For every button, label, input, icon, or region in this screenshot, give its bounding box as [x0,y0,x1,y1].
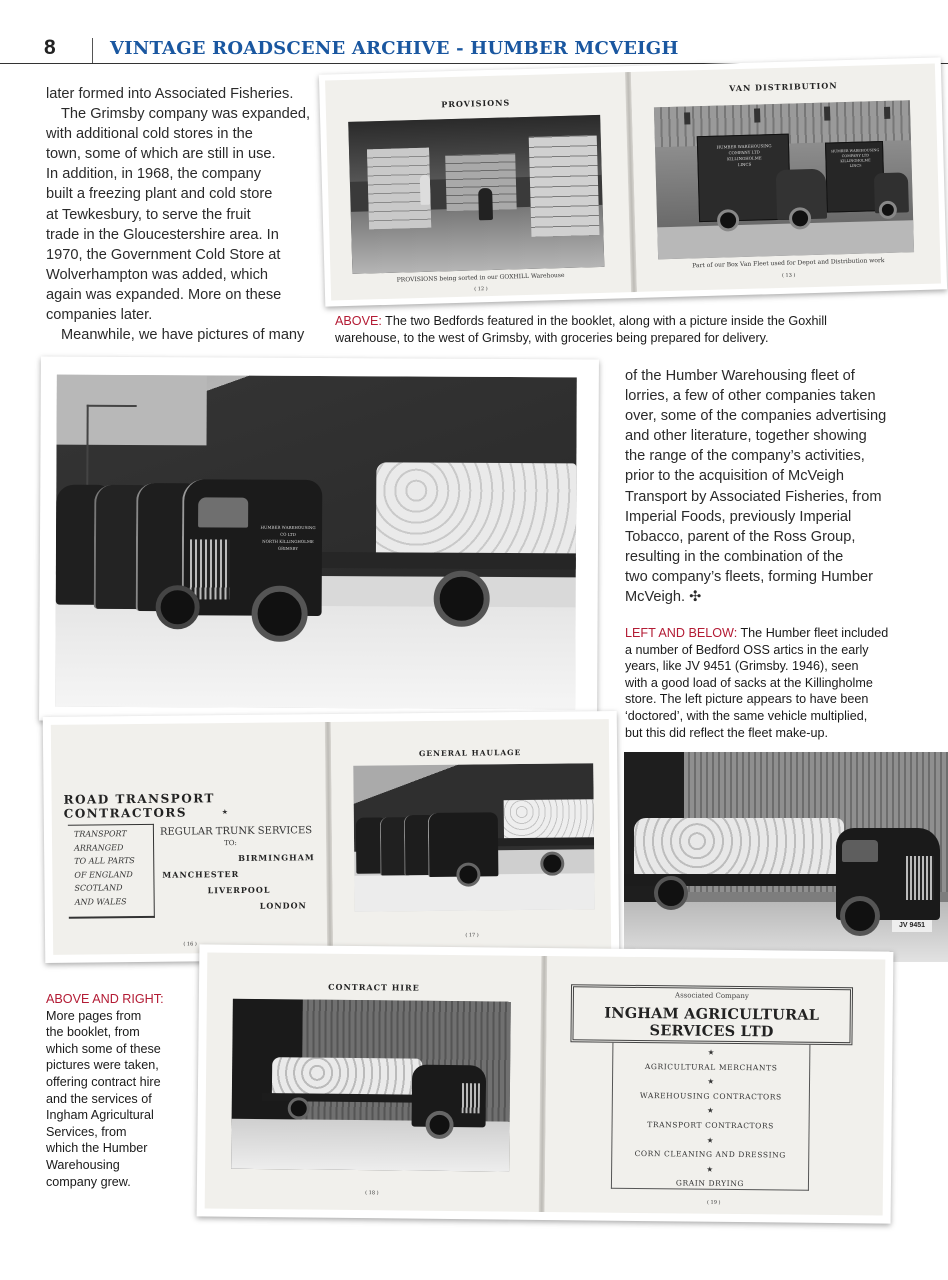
paragraph: Meanwhile, we have pictures of many [61,327,305,344]
services-list: ★ AGRICULTURAL MERCHANTS ★ WAREHOUSING CONTRACTORS ★ TRANSPORT CONTRACTORS ★ CORN CLEANING AND DRESSING ★ GRAIN DRYING [612,1043,810,1193]
worker-figure [420,175,431,205]
paragraph-line: two company’s fleets, forming Humber [625,568,873,585]
paragraph-line: built a freezing plant and cold store [46,186,273,203]
paragraph-line: of the Humber Warehousing fleet of [625,368,855,384]
door-lettering: HUMBER WAREHOUSING CO LTD NORTH KILLINGHOLME GRIMSBY [260,524,316,551]
booklet-spread-provisions-van [319,57,947,306]
booklet-page-number: ( 19 ) [707,1199,721,1206]
caption-label: ABOVE AND RIGHT: [46,992,164,1006]
company-name: INGHAM AGRICULTURAL SERVICES LTD [604,1004,820,1041]
photo-fleet-multiplied [39,357,599,724]
haulage-photo [353,763,595,912]
worker-figure [478,188,493,220]
trunk-services: REGULAR TRUNK SERVICES [159,825,313,838]
wheel [251,586,307,642]
paragraph-line: Transport by Associated Fisheries, from [625,488,882,505]
paragraph-line: McVeigh. ✣ [625,589,702,606]
paragraph-line: 1970, the Government Cold Store at [46,246,281,263]
paragraph-line: The Grimsby company was expanded, [61,106,311,123]
radiator-grille [190,539,230,599]
booklet-page-number: ( 12 ) [474,286,488,293]
van-signwriting: HUMBER WAREHOUSING COMPANY LTD KILLINGHOLME LINCS [831,148,880,168]
company-banner [570,984,853,1045]
paragraph-line: trade in the Gloucestershire area. In [46,226,279,243]
star-icon: ★ [707,1047,716,1057]
wheel [540,852,564,876]
star-icon: ★ [707,1106,715,1116]
header-divider [92,38,93,64]
wheel [425,1111,453,1139]
booklet-heading: CONTRACT HIRE [328,981,420,993]
radiator-grille [462,1083,480,1113]
booklet-caption: Part of our Box Van Fleet used for Depot and Distribution work [692,257,885,270]
wheel [456,862,480,886]
star-icon: ★ [707,1076,715,1086]
warehouse-photo [348,115,604,274]
wheel [840,896,880,936]
paragraph-line: town, some of which are still in use. [46,146,276,163]
paragraph-line: Imperial Foods, previously Imperial [625,508,852,525]
booklet-heading: VAN DISTRIBUTION [729,80,838,94]
caption-above: ABOVE: The two Bedfords featured in the booklet, along with a picture inside the Goxhill warehouse, to the west of Grimsby, with groceries being prepared for delivery. [335,314,827,345]
paragraph-line: In addition, in 1968, the company [46,166,262,183]
booklet-page-right [331,719,611,952]
van-fleet-photo [654,100,914,259]
paragraph-line: resulting in the combination of the [625,548,844,565]
booklet-page-right [631,64,941,292]
left-column-text [46,84,314,345]
sack-load [376,462,576,557]
paragraph-line: the range of the company’s activities, [625,448,865,465]
sack-load [504,799,594,840]
paragraph-line: Wolverhampton was added, which [46,266,268,283]
box-panel [68,824,155,919]
paragraph-line: and other literature, together showing [625,428,867,445]
services-box [611,1043,811,1191]
city: MANCHESTER [162,868,240,880]
booklet-page-number: ( 13 ) [781,272,796,279]
wheel [434,571,490,627]
booklet-page-left [205,952,542,1211]
booklet-page-right [545,956,886,1216]
wheel [654,876,688,910]
caption-label: ABOVE: [335,314,382,328]
booklet-heading: PROVISIONS [441,97,511,110]
paragraph: later formed into Associated Fisheries. [46,86,294,102]
city: LIVERPOOL [207,884,271,896]
photo-jv9451-killingholme [624,752,948,962]
paragraph-line: at Tewkesbury, to serve the fruit [46,206,251,223]
windscreen [198,497,248,527]
sack-load [634,818,844,876]
paragraph-line: again was expanded. More on these [46,286,282,303]
booklet-heading: ROAD TRANSPORT CONTRACTORS [63,791,216,821]
paragraph-line: with additional cold stores in the [46,126,253,143]
caption-left-and-below: LEFT AND BELOW: The Humber fleet included a number of Bedford OSS artics in the early years, like JV 9451 (Grimsby. 1946), seen with a good load of sacks at the Killingholme store. The left picture appears to have been ‘doctored’, with the same vehicle multiplied, but this did reflect the fleet make-up. [625,626,889,740]
paragraph-line: prior to the acquisition of McVeigh [625,468,845,485]
paragraph-line: Tobacco, parent of the Ross Group, [625,528,856,545]
fleet-photo-image [55,375,577,710]
city: LONDON [259,900,307,911]
star-icon: ★ [706,1164,714,1174]
associated-company-label: Associated Company [675,991,749,1001]
paragraph-line: lorries, a few of other companies taken [625,388,876,405]
right-column-text [625,366,925,607]
booklet-spread-contractors-haulage [43,711,620,963]
paragraph-line: companies later. [46,307,153,324]
caption-above-and-right: ABOVE AND RIGHT: More pages from the booklet, from which some of these pictures were taken, offering contract hire and the services of Ingham Agricultural Services, from which the Humber Warehousing company grew. [46,991,196,1190]
city: BIRMINGHAM [238,852,315,863]
paragraph-line: over, some of the companies advertising [625,408,887,425]
caption-label: LEFT AND BELOW: [625,626,738,640]
box-text: TRANSPORT ARRANGED TO ALL PARTS OF ENGLAND SCOTLAND AND WALES [73,829,135,907]
registration-plate: JV 9451 [892,920,932,932]
booklet-heading: GENERAL HAULAGE [418,748,522,759]
booklet-page-number: ( 17 ) [465,932,479,939]
windscreen [842,840,878,862]
to-label: TO: [224,838,237,848]
booklet-page-left [325,72,631,300]
page-number: 8 [44,36,56,59]
van-signwriting: HUMBER WAREHOUSING COMPANY LTD KILLINGHOLME LINCS [716,143,772,168]
wheel [288,1097,310,1119]
running-header-title: VINTAGE ROADSCENE ARCHIVE - HUMBER MCVEIGH [110,38,679,59]
booklet-spread-contract-hire-ingham [197,944,894,1223]
wheel [156,585,200,629]
booklet-caption: PROVISIONS being sorted in our GOXHILL Warehouse [396,271,565,284]
booklet-page-number: ( 18 ) [365,1190,379,1197]
star-icon: ★ [221,808,229,817]
radiator-grille [906,856,934,900]
sack-load [272,1057,422,1097]
trailer-bed [306,552,576,569]
contract-hire-photo [231,999,511,1172]
booklet-page-left [51,722,327,955]
star-icon: ★ [706,1135,715,1145]
booklet-page-number: ( 16 ) [183,941,197,948]
